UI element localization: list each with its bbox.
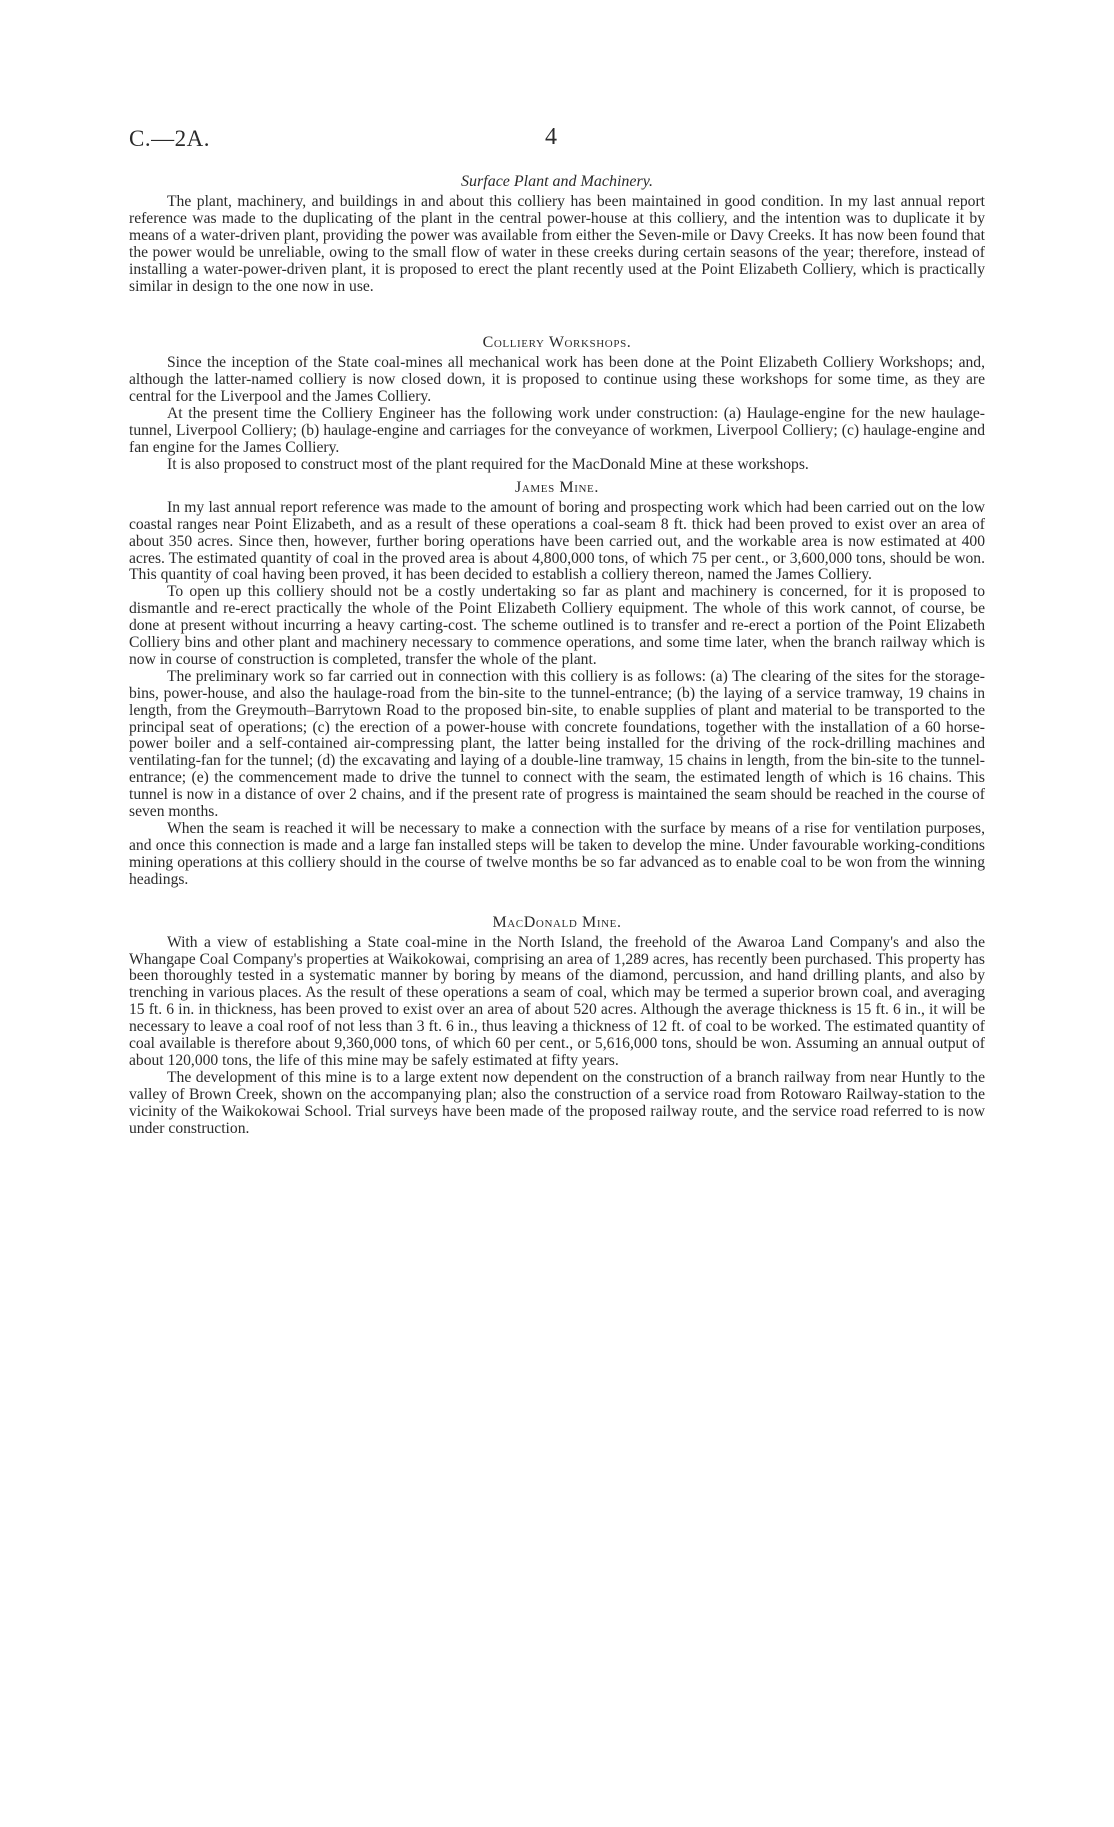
section-colliery-workshops <box>129 333 985 473</box>
section-heading: Colliery Workshops. <box>482 334 632 352</box>
paragraph: To open up this colliery should not be a costly undertaking so far as plant and machinery is concerned, for it is proposed to dismantle and re-erect practically the whole of the Point Elizabeth Colliery equipment. The whole of this work cannot, of course, be done at present without incurring a heavy carting-cost. The scheme outlined is to transfer and re-erect a portion of the Point Elizabeth Colliery bins and other plant and machinery necessary to commence operations, and some time later, when the branch railway which is now in course of construction is completed, transfer the whole of the plant. <box>129 583 985 668</box>
section-macdonald-mine <box>129 913 985 1138</box>
paragraph: When the seam is reached it will be necessary to make a connection with the surface by means of a rise for ventilation purposes, and once this connection is made and a large fan installed steps will be taken to develop the mine. Under favourable working-conditions mining operations at this colliery should in the course of twelve months be so far advanced as to enable coal to be won from the winning headings. <box>129 820 985 888</box>
document-reference: C.—2A. <box>129 126 210 151</box>
paragraph: Since the inception of the State coal-mines all mechanical work has been done at the Point Elizabeth Colliery Workshops; and, although the latter-named colliery is now closed down, it is proposed to continue using these workshops for some time, as they are central for the Liverpool and the James Colliery. <box>129 354 985 406</box>
page-number: 4 <box>545 124 557 150</box>
section-heading: James Mine. <box>515 478 599 496</box>
paragraph: It is also proposed to construct most of the plant required for the MacDonald Mine at these workshops. <box>167 455 809 473</box>
paragraph: The preliminary work so far carried out in connection with this colliery is as follows: (a) The clearing of the sites for the storage-bins, power-house, and also the haulage-road from the bin-site to the tunnel-entrance; (b) the laying of a service tramway, 19 chains in length, from the Greymouth–Barrytown Road to the proposed bin-site, to enable supplies of plant and material to be transported to the principal seat of operations; (c) the erection of a power-house with concrete foundations, together with the installation of a 60 horse-power boiler and a self-contained air-compressing plant, the latter being installed for the driving of the rock-drilling machines and ventilating-fan for the tunnel; (d) the excavating and laying of a double-line tramway, 15 chains in length, from the bin-site to the tunnel-entrance; (e) the commencement made to drive the tunnel to connect with the seam, the estimated length of which is 16 chains. This tunnel is now in a distance of over 2 chains, and if the present rate of progress is maintained the seam should be reached in the course of seven months. <box>129 667 985 821</box>
section-heading: MacDonald Mine. <box>492 913 622 931</box>
section-heading: Surface Plant and Machinery. <box>461 173 653 190</box>
paragraph: At the present time the Colliery Engineer has the following work under construction: (a) Haulage-engine for the new haulage-tunnel, Liverpool Colliery; (b) haulage-engine and carriages for the conveyance of workmen, Liverpool Colliery; (c) haulage-engine and fan engine for the James Colliery. <box>129 405 985 456</box>
paragraph: In my last annual report reference was made to the amount of boring and prospecting work which had been carried out on the low coastal ranges near Point Elizabeth, and as a result of these operations a coal-seam 8 ft. thick had been proved to exist over an area of about 350 acres. Since then, however, further boring operations have been carried out, and the workable area is now estimated at 400 acres. The estimated quantity of coal in the proved area is about 4,800,000 tons, of which 75 per cent., or 3,600,000 tons, should be won. This quantity of coal having been proved, it has been decided to establish a colliery thereon, named the James Colliery. <box>129 498 985 584</box>
paragraph: With a view of establishing a State coal-mine in the North Island, the freehold of the Awaroa Land Company's and also the Whangape Coal Company's properties at Waikokowai, comprising an area of 1,289 acres, has recently been purchased. This property has been thoroughly tested in a systematic manner by boring by means of the diamond, percussion, and hand drilling plants, and also by trenching in various places. As the result of these operations a seam of coal, which may be termed a superior brown coal, and averaging 15 ft. 6 in. in thickness, has been proved to exist over an area of about 520 acres. Although the average thickness is 15 ft. 6 in., it will be necessary to leave a coal roof of not less than 3 ft. 6 in., thus leaving a thickness of 12 ft. of coal to be worked. The estimated quantity of coal available is therefore about 9,360,000 tons, of which 60 per cent., or 5,616,000 tons, should be won. Assuming an annual output of about 120,000 tons, the life of this mine may be safely estimated at fifty years. <box>129 933 985 1069</box>
section-surface-plant <box>129 172 985 295</box>
paragraph: The development of this mine is to a large extent now dependent on the construction of a branch railway from near Huntly to the valley of Brown Creek, shown on the accompanying plan; also the construction of a service road from Rotowaro Railway-station to the vicinity of the Waikokowai School. Trial surveys have been made of the proposed railway route, and the service road referred to is now under construction. <box>129 1068 985 1137</box>
section-james-mine <box>129 478 985 889</box>
document-body <box>129 172 985 1138</box>
paragraph: The plant, machinery, and buildings in and about this colliery has been maintained in good condition. In my last annual report reference was made to the duplicating of the plant in the central power-house at this colliery, and the intention was to duplicate it by means of a water-driven plant, providing the power was available from either the Seven-mile or Davy Creeks. It has now been found that the power would be unreliable, owing to the small flow of water in these creeks during certain seasons of the year; therefore, instead of installing a water-power-driven plant, it is proposed to erect the plant recently used at the Point Elizabeth Colliery, which is practically similar in design to the one now in use. <box>129 193 985 295</box>
